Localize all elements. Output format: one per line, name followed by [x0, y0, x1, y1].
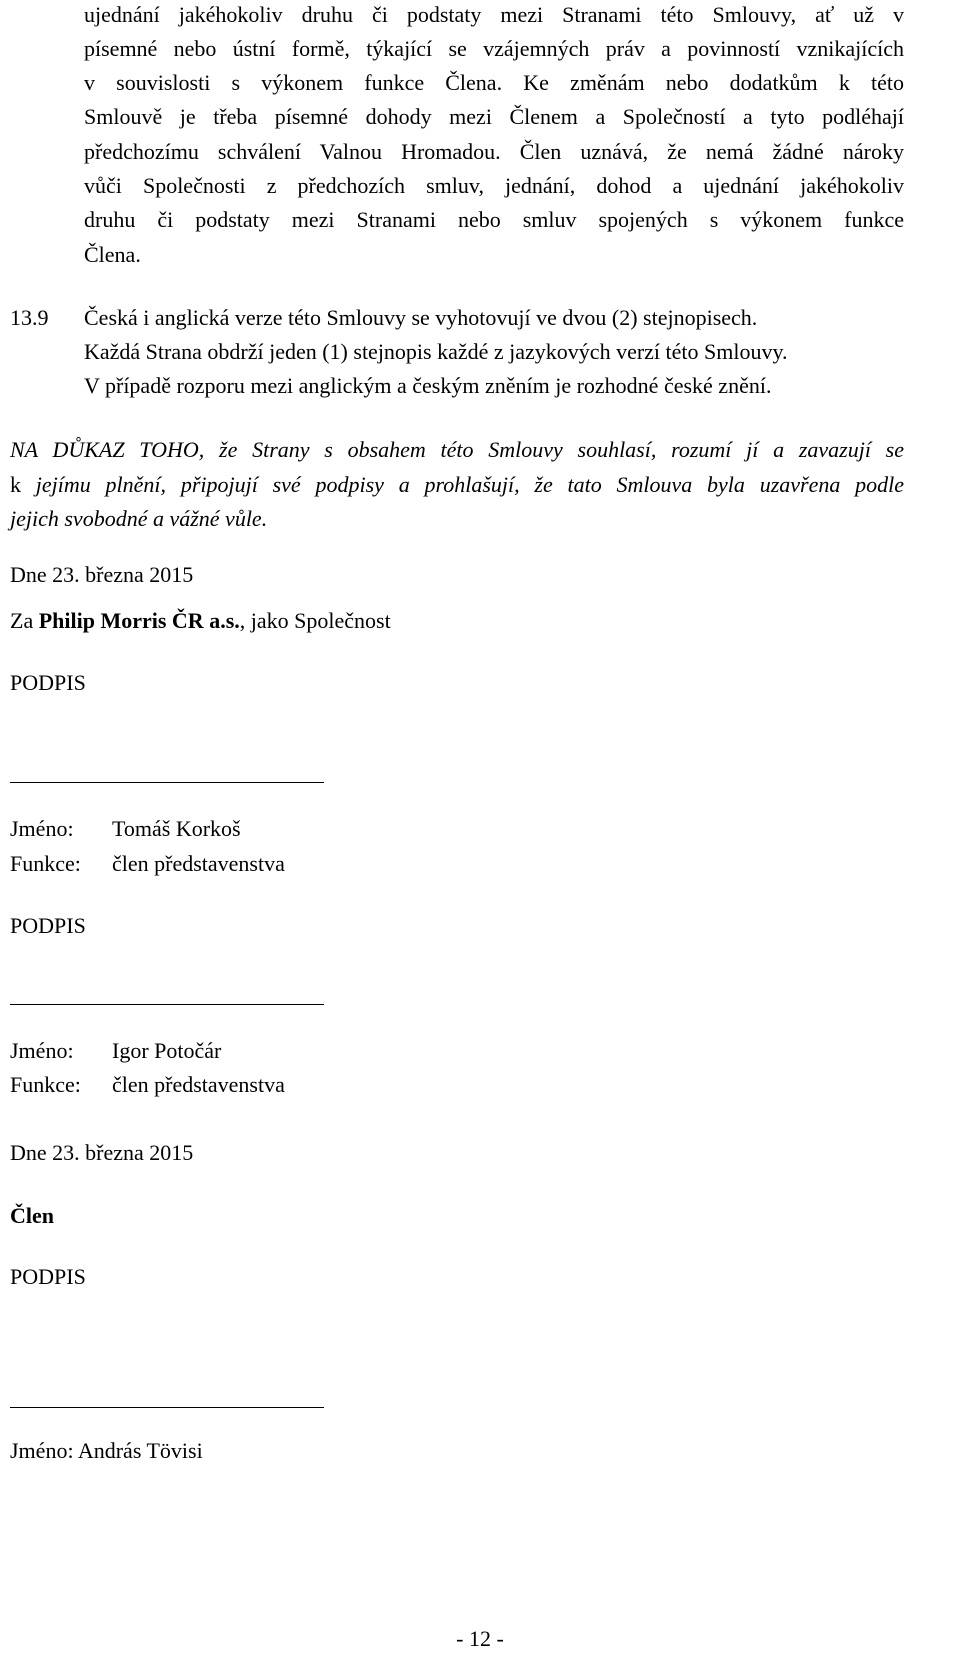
clause-number: 13.9: [10, 305, 49, 330]
page-number: - 12 -: [456, 1626, 504, 1651]
witness-line: jejímu plnění, připojují své podpisy a prohlašují, že tato Smlouva byla uzavřena podle: [35, 472, 904, 497]
signatory-function: člen představenstva: [112, 851, 285, 876]
clause-line: písemné nebo ústní formě, týkající se vzájemných práv a povinností vznikajících: [84, 36, 904, 61]
party-line: [10, 608, 391, 634]
clause-line: vůči Společnosti z předchozích smluv, jednání, dohod a ujednání jakéhokoliv: [84, 173, 904, 198]
clause-line: ujednání jakéhokoliv druhu či podstaty mezi Stranami této Smlouvy, ať už v: [84, 2, 904, 27]
function-label: Funkce:: [10, 851, 81, 876]
witness-prefix: k: [10, 472, 36, 497]
clause-line: předchozímu schválení Valnou Hromadou. Člen uznává, že nemá žádné nároky: [84, 139, 904, 164]
signature-label: PODPIS: [10, 913, 86, 938]
clause-line: Každá Strana obdrží jeden (1) stejnopis každé z jazykových verzí této Smlouvy.: [84, 339, 788, 364]
function-label: Funkce:: [10, 1072, 81, 1097]
party-title: Člen: [10, 1203, 54, 1228]
signature-line: [10, 1004, 324, 1005]
witness-line: jejich svobodné a vážné vůle.: [10, 506, 268, 531]
signatory-name-line: Jméno: András Tövisi: [10, 1438, 203, 1463]
party-name: Philip Morris ČR a.s.: [38, 608, 240, 633]
party-prefix: Za: [10, 608, 39, 633]
party-suffix: , jako Společnost: [239, 608, 391, 633]
clause-line: V případě rozporu mezi anglickým a českým zněním je rozhodné české znění.: [84, 373, 772, 398]
clause-line: druhu či podstaty mezi Stranami nebo smluv spojených s výkonem funkce: [84, 207, 904, 232]
signature-line: [10, 782, 324, 783]
signature-label: PODPIS: [10, 1264, 86, 1289]
name-label: Jméno:: [10, 1038, 74, 1063]
signatory-function: člen představenstva: [112, 1072, 285, 1097]
clause-line: Člena.: [84, 242, 141, 267]
signatory-name: Igor Potočár: [112, 1038, 222, 1063]
signatory-name: Tomáš Korkoš: [112, 816, 241, 841]
witness-line: NA DŮKAZ TOHO, že Strany s obsahem této Smlouvy souhlasí, rozumí jí a zavazují se: [10, 437, 904, 462]
signing-date: Dne 23. března 2015: [10, 562, 194, 587]
clause-line: Česká i anglická verze této Smlouvy se vyhotovují ve dvou (2) stejnopisech.: [84, 305, 758, 330]
signature-label: PODPIS: [10, 670, 86, 695]
witness-line-2: [10, 472, 904, 498]
signing-date: Dne 23. března 2015: [10, 1140, 194, 1165]
clause-line: Smlouvě je třeba písemné dohody mezi Členem a Společností a tyto podléhají: [84, 104, 904, 129]
name-label: Jméno:: [10, 816, 74, 841]
clause-line: v souvislosti s výkonem funkce Člena. Ke změnám nebo dodatkům k této: [84, 70, 904, 95]
signature-line: [10, 1407, 324, 1408]
